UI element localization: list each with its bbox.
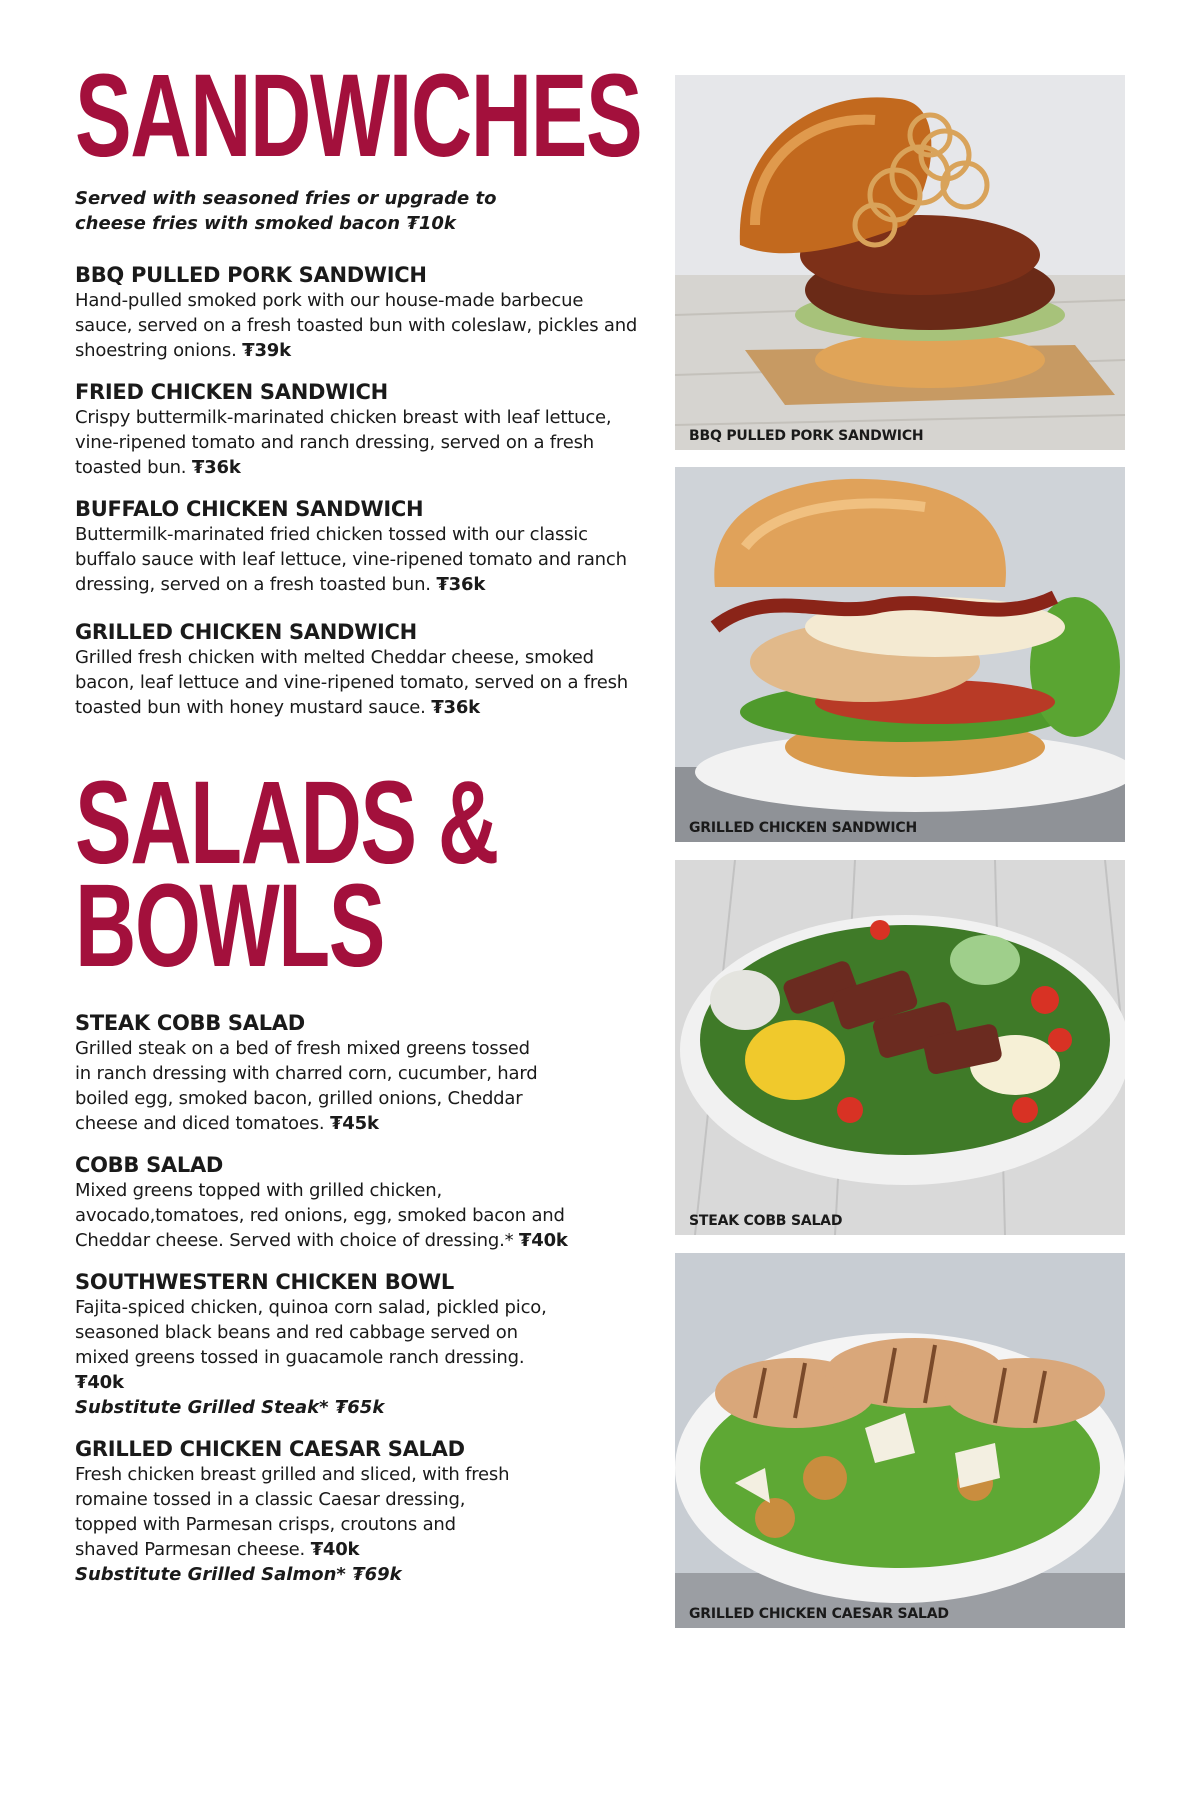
item-name: GRILLED CHICKEN CAESAR SALAD — [75, 1437, 465, 1461]
menu-item-grilled-chicken-sandwich — [75, 619, 645, 720]
grilled-chicken-sandwich-illustration — [675, 467, 1125, 842]
menu-text-column — [75, 50, 645, 1587]
item-substitute: Substitute Grilled Steak* ₮65k — [75, 1397, 385, 1418]
photo-bbq-pulled-pork-sandwich — [675, 75, 1125, 450]
item-name: GRILLED CHICKEN SANDWICH — [75, 620, 417, 644]
sandwiches-sides-note: Served with seasoned fries or upgrade to cheese fries with smoked bacon ₮10k — [75, 188, 497, 234]
item-description: Grilled steak on a bed of fresh mixed greens tossed in ranch dressing with charred corn, cucumber, hard boiled egg, smoked bacon, grilled onions, Cheddar cheese and diced tomatoes. ₮45k — [75, 1038, 538, 1134]
item-name: BUFFALO CHICKEN SANDWICH — [75, 497, 424, 521]
item-price: ₮36k — [431, 697, 480, 718]
item-description: Fajita-spiced chicken, quinoa corn salad, pickled pico, seasoned black beans and red cabbage served on mixed greens tossed in guacamole ranch dressing. ₮40k — [75, 1297, 547, 1393]
bbq-sandwich-illustration — [675, 75, 1125, 450]
item-description: Crispy buttermilk-marinated chicken breast with leaf lettuce, vine-ripened tomato and ranch dressing, served on a fresh toasted bun. ₮36k — [75, 407, 612, 478]
item-price: ₮36k — [436, 574, 486, 595]
item-price: ₮40k — [518, 1230, 568, 1251]
item-description: Fresh chicken breast grilled and sliced, with fresh romaine tossed in a classic Caesar dressing, topped with Parmesan crisps, croutons and shaved Parmesan cheese. ₮40k — [75, 1464, 510, 1560]
item-name: STEAK COBB SALAD — [75, 1011, 305, 1035]
item-price: ₮40k — [310, 1539, 360, 1560]
menu-item-buffalo-chicken-sandwich — [75, 496, 645, 597]
photo-caption: GRILLED CHICKEN SANDWICH — [689, 820, 917, 836]
item-description: Grilled fresh chicken with melted Cheddar cheese, smoked bacon, leaf lettuce and vine-ripened tomato, served on a fresh toasted bun with honey mustard sauce. ₮36k — [75, 647, 628, 718]
menu-item-fried-chicken-sandwich — [75, 379, 645, 480]
item-substitute: Substitute Grilled Salmon* ₮69k — [75, 1564, 402, 1585]
menu-item-grilled-chicken-caesar — [75, 1436, 645, 1587]
salads-heading — [75, 757, 645, 992]
sandwiches-heading: SANDWICHES — [75, 50, 642, 182]
item-name: SOUTHWESTERN CHICKEN BOWL — [75, 1270, 454, 1294]
item-name: BBQ PULLED PORK SANDWICH — [75, 263, 427, 287]
salads-heading-line1: SALADS & — [75, 757, 498, 889]
item-name: FRIED CHICKEN SANDWICH — [75, 380, 388, 404]
photo-caption: STEAK COBB SALAD — [689, 1213, 843, 1229]
item-description: Mixed greens topped with grilled chicken, avocado,tomatoes, red onions, egg, smoked bacon and Cheddar cheese. Served with choice of dressing.* ₮40k — [75, 1180, 568, 1251]
item-description: Buttermilk-marinated fried chicken tossed with our classic buffalo sauce with leaf lettuce, vine-ripened tomato and ranch dressing, served on a fresh toasted bun. ₮36k — [75, 524, 627, 595]
item-price: ₮45k — [329, 1113, 379, 1134]
caesar-salad-illustration — [675, 1253, 1125, 1628]
steak-cobb-salad-illustration — [675, 860, 1125, 1235]
item-price: ₮40k — [75, 1372, 124, 1393]
menu-item-southwestern-chicken-bowl — [75, 1269, 645, 1420]
photo-grilled-chicken-sandwich — [675, 467, 1125, 842]
photo-steak-cobb-salad — [675, 860, 1125, 1235]
menu-item-cobb-salad — [75, 1152, 645, 1253]
item-price: ₮36k — [191, 457, 241, 478]
menu-item-bbq-pulled-pork — [75, 262, 645, 363]
item-name: COBB SALAD — [75, 1153, 224, 1177]
menu-item-steak-cobb-salad — [75, 1010, 645, 1136]
photo-caption: BBQ PULLED PORK SANDWICH — [689, 428, 924, 444]
photo-caption: GRILLED CHICKEN CAESAR SALAD — [689, 1606, 949, 1622]
photo-grilled-chicken-caesar-salad — [675, 1253, 1125, 1628]
item-description: Hand-pulled smoked pork with our house-made barbecue sauce, served on a fresh toasted bun with coleslaw, pickles and shoestring onions. ₮39k — [75, 290, 638, 361]
salads-heading-line2: BOWLS — [75, 860, 385, 992]
item-price: ₮39k — [242, 340, 291, 361]
